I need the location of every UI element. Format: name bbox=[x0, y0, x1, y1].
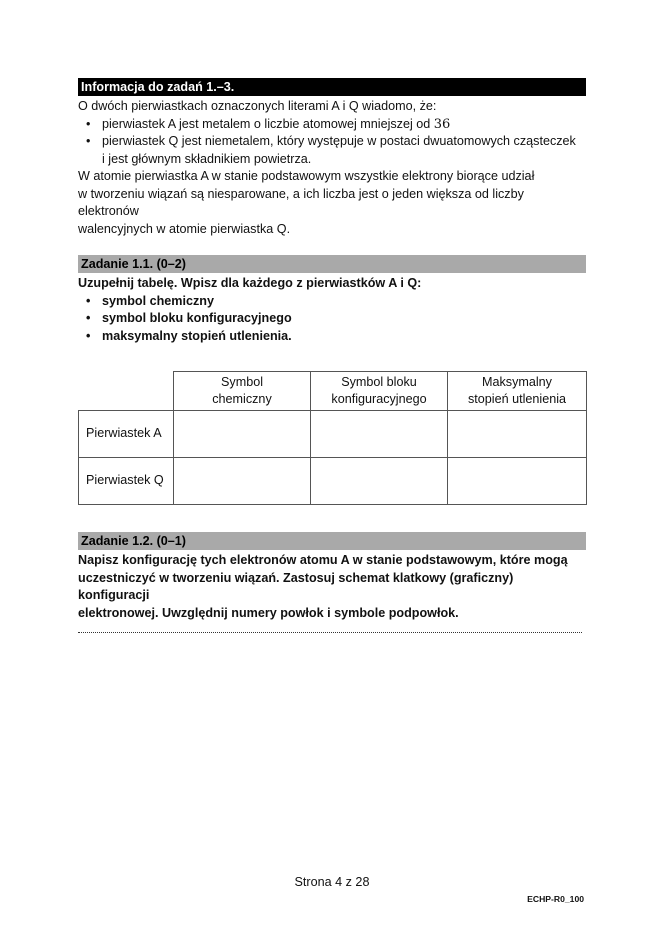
task-1-1-bullet-3: • maksymalny stopień utlenienia. bbox=[78, 328, 586, 346]
info-paragraph bbox=[78, 168, 586, 238]
answer-table bbox=[78, 371, 587, 505]
task-1-1-bullet-list bbox=[78, 293, 586, 346]
task-1-2-line1: Napisz konfigurację tych elektronów atomu A w stanie podstawowym, które mogą bbox=[78, 553, 568, 567]
answer-cell-q-block[interactable] bbox=[311, 458, 448, 505]
row-label-element-q: Pierwiastek Q bbox=[79, 458, 174, 505]
answer-cell-a-symbol[interactable] bbox=[174, 411, 311, 458]
table-corner-cell bbox=[79, 372, 174, 411]
header-max-oxidation-line2: stopień utlenienia bbox=[467, 392, 567, 406]
info-bullet-element-q-line1: pierwiastek Q jest niemetalem, który występuje w postaci dwuatomowych cząsteczek bbox=[102, 134, 576, 148]
page-content bbox=[78, 78, 586, 622]
task-1-2-heading: Zadanie 1.2. (0–1) bbox=[78, 532, 586, 550]
info-paragraph-line1: W atomie pierwiastka A w stanie podstawowym wszystkie elektrony biorące udział bbox=[78, 169, 535, 183]
task-1-1-bullet-2: • symbol bloku konfiguracyjnego bbox=[78, 310, 586, 328]
info-bullet-element-q-line2: i jest głównym składnikiem powietrza. bbox=[102, 151, 312, 166]
header-block-symbol-line2: konfiguracyjnego bbox=[331, 392, 427, 406]
task-1-2-line3: elektronowej. Uwzględnij numery powłok i symbole podpowłok. bbox=[78, 605, 459, 620]
row-label-element-a: Pierwiastek A bbox=[79, 411, 174, 458]
answer-cell-q-oxidation[interactable] bbox=[448, 458, 587, 505]
info-intro: O dwóch pierwiastkach oznaczonych literami A i Q wiadomo, że: bbox=[78, 99, 437, 113]
answer-dotted-line[interactable] bbox=[78, 632, 582, 633]
task-1-1-bullet-1: • symbol chemiczny bbox=[78, 293, 586, 311]
table-row-element-a bbox=[79, 411, 587, 458]
header-block-symbol-line1: Symbol bloku bbox=[341, 374, 417, 389]
info-bullet-element-q bbox=[78, 133, 586, 168]
answer-cell-a-block[interactable] bbox=[311, 411, 448, 458]
header-symbol-chemical-line1: Symbol bbox=[221, 374, 263, 389]
exam-code: ECHP-R0_100 bbox=[527, 894, 584, 904]
info-bullet-element-a bbox=[78, 116, 586, 134]
header-max-oxidation bbox=[448, 372, 587, 411]
info-bullet-list bbox=[78, 116, 586, 169]
atomic-number-limit: 36 bbox=[433, 116, 451, 132]
task-1-1-instruction: Uzupełnij tabelę. Wpisz dla każdego z pierwiastków A i Q: bbox=[78, 276, 422, 290]
task-1-2-instruction bbox=[78, 552, 586, 622]
info-bullet-element-a-text: pierwiastek A jest metalem o liczbie atomowej mniejszej od bbox=[102, 116, 434, 131]
info-paragraph-line2: w tworzeniu wiązań są niesparowane, a ich liczba jest o jeden większa od liczby elektronów bbox=[78, 186, 524, 218]
answer-cell-q-symbol[interactable] bbox=[174, 458, 311, 505]
page-number: Strona 4 z 28 bbox=[294, 875, 370, 889]
task-1-1-heading: Zadanie 1.1. (0–2) bbox=[78, 255, 586, 273]
answer-cell-a-oxidation[interactable] bbox=[448, 411, 587, 458]
info-heading: Informacja do zadań 1.–3. bbox=[78, 78, 586, 96]
table-header-row bbox=[79, 372, 587, 411]
info-paragraph-line3: walencyjnych w atomie pierwiastka Q. bbox=[78, 221, 291, 236]
header-symbol-chemical-line2: chemiczny bbox=[212, 392, 272, 406]
header-symbol-chemical bbox=[174, 372, 311, 411]
header-block-symbol bbox=[311, 372, 448, 411]
table-row-element-q bbox=[79, 458, 587, 505]
task-1-2-line2: uczestniczyć w tworzeniu wiązań. Zastosuj schemat klatkowy (graficzny) konfiguracji bbox=[78, 570, 514, 602]
header-max-oxidation-line1: Maksymalny bbox=[482, 374, 552, 389]
